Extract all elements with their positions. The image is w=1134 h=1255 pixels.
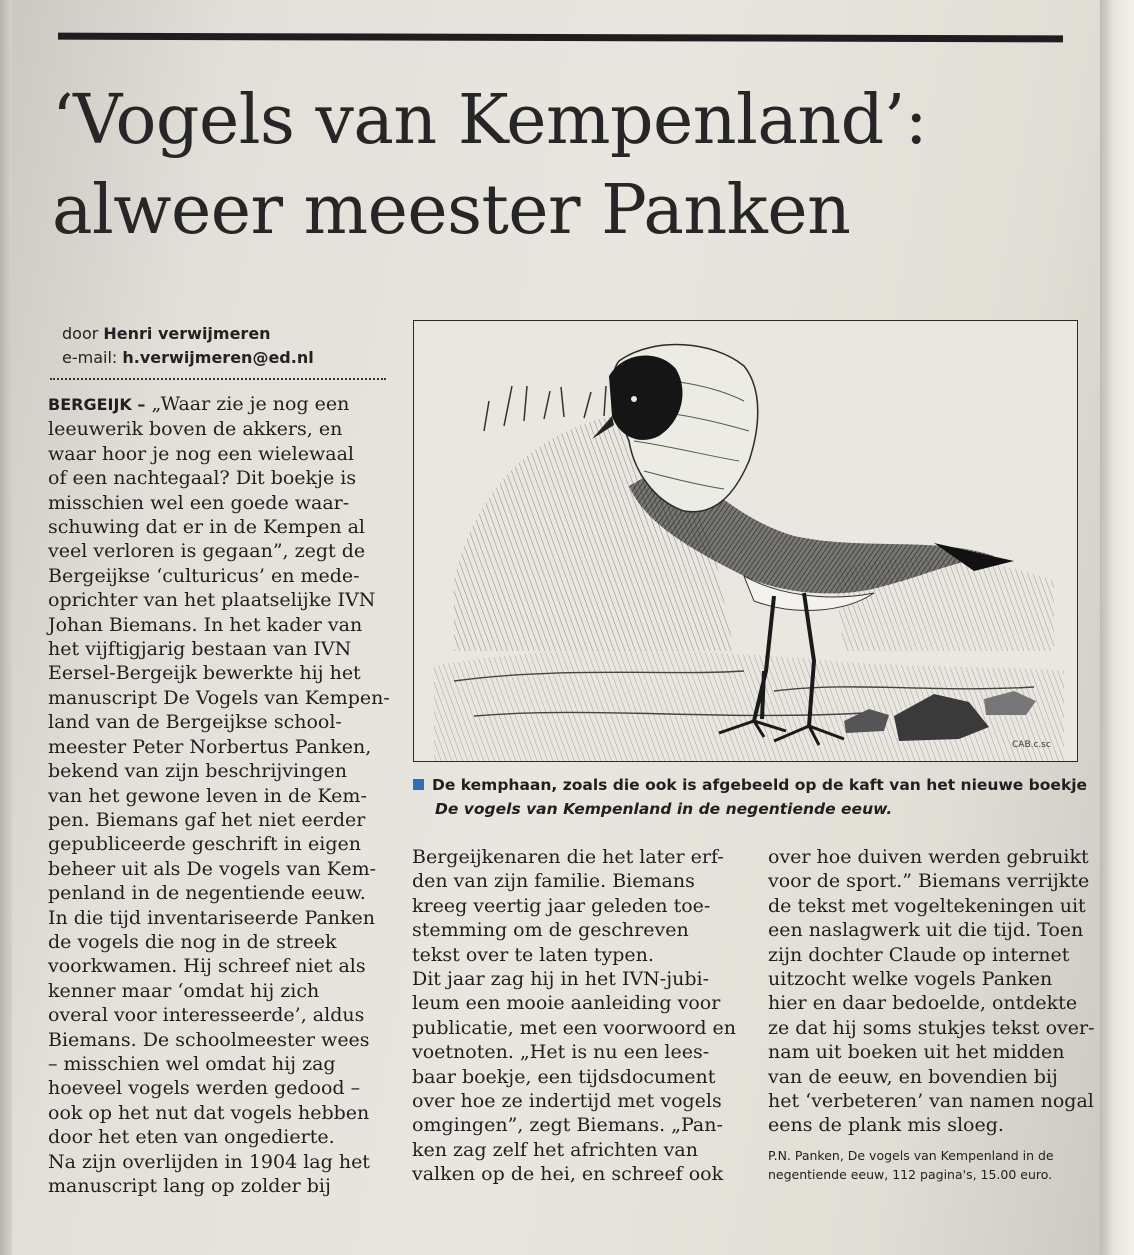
article-line: overal voor interesseerde’, aldus: [48, 1004, 365, 1027]
article-column-1: [48, 392, 390, 1198]
article-line: Johan Biemans. In het kader van: [48, 613, 363, 636]
byline-author-row: [62, 322, 314, 346]
article-line: misschien wel een goede waar-: [48, 491, 350, 514]
article-line: veel verloren is gegaan”, zegt de: [48, 540, 366, 563]
caption-text: De kemphaan, zoals die ook is afgebeeld op de kaft van het nieuwe boekje: [432, 776, 1088, 794]
credit-line-1: P.N. Panken, De vogels van Kempenland in de: [768, 1147, 1054, 1163]
paper-shadow-left: [0, 0, 12, 1255]
article-line: eens de plank mis sloeg.: [768, 1114, 1004, 1137]
article-line: van het gewone leven in de Kem-: [48, 784, 367, 807]
article-line: bekend van zijn beschrijvingen: [48, 760, 347, 783]
article-line: beheer uit als De vogels van Kem-: [48, 857, 377, 880]
article-line: de tekst met vogeltekeningen uit: [768, 894, 1086, 917]
article-line: omgingen”, zegt Biemans. „Pan-: [412, 1114, 723, 1137]
article-line: een naslagwerk uit die tijd. Toen: [768, 919, 1084, 942]
article-line: kreeg veertig jaar geleden toe-: [412, 894, 711, 917]
paper-edge-right: [1100, 0, 1134, 1255]
article-line: baar boekje, een tijdsdocument: [412, 1065, 716, 1088]
book-credit: [768, 1146, 1103, 1184]
article-line: pen. Biemans gaf het niet eerder: [48, 808, 366, 831]
article-line: voetnoten. „Het is nu een lees-: [412, 1041, 710, 1064]
caption-line-1: [413, 773, 1113, 797]
article-line: voorkwamen. Hij schreef niet als: [48, 955, 366, 978]
bird-engraving-icon: [414, 321, 1077, 761]
byline-email-prefix: e-mail:: [62, 348, 118, 367]
article-line: het ‘verbeteren’ van namen nogal: [768, 1090, 1094, 1113]
article-line: – misschien wel omdat hij zag: [48, 1052, 336, 1075]
article-line: leum een mooie aanleiding voor: [412, 992, 721, 1015]
article-line: of een nachtegaal? Dit boekje is: [48, 467, 357, 490]
article-line: gepubliceerde geschrift in eigen: [48, 833, 361, 856]
headline: [52, 76, 1102, 256]
article-line: stemming om de geschreven: [412, 919, 689, 942]
figure-caption: [413, 773, 1113, 821]
article-line: van de eeuw, en bovendien bij: [768, 1065, 1058, 1088]
dotted-divider: [50, 378, 386, 380]
article-line: den van zijn familie. Biemans: [412, 870, 695, 893]
article-text: „Waar zie je nog een: [151, 393, 350, 415]
article-line: [48, 392, 384, 417]
article-column-3: [768, 845, 1103, 1184]
engraver-signature: CAB.c.sc: [1012, 740, 1051, 750]
article-line: Bergeijkse ‘culturicus’ en mede-: [48, 564, 360, 587]
article-line: penland in de negentiende eeuw.: [48, 882, 366, 905]
article-line: zijn dochter Claude op internet: [768, 943, 1070, 966]
headline-line-2: alweer meester Panken: [52, 171, 851, 250]
caption-line-2: De vogels van Kempenland in de negentiende eeuw.: [435, 800, 893, 818]
article-line: het vijftigjarig bestaan van IVN: [48, 638, 352, 661]
top-rule: [58, 33, 1063, 43]
article-line: uitzocht welke vogels Panken: [768, 968, 1053, 991]
article-line: land van de Bergeijkse school-: [48, 711, 342, 734]
article-line: publicatie, met een voorwoord en: [412, 1016, 737, 1039]
credit-line-2: negentiende eeuw, 112 pagina's, 15.00 euro.: [768, 1166, 1053, 1182]
byline-author: Henri verwijmeren: [103, 324, 271, 343]
article-line: manuscript lang op zolder bij: [48, 1175, 331, 1197]
kemphaan-illustration: [413, 320, 1078, 762]
article-line: In die tijd inventariseerde Panken: [48, 906, 376, 929]
article-line: ook op het nut dat vogels hebben: [48, 1101, 370, 1124]
article-line: Na zijn overlijden in 1904 lag het: [48, 1150, 370, 1173]
article-line: ken zag zelf het africhten van: [412, 1138, 698, 1161]
article-line: kenner maar ‘omdat hij zich: [48, 979, 320, 1002]
caption-marker-icon: [413, 779, 424, 790]
article-line: Biemans. De schoolmeester wees: [48, 1028, 370, 1051]
byline-email[interactable]: h.verwijmeren@ed.nl: [122, 348, 314, 367]
byline: [62, 322, 314, 370]
article-line: valken op de hei, en schreef ook: [412, 1163, 724, 1186]
article-line: hier en daar bedoelde, ontdekte: [768, 992, 1078, 1015]
article-line: nam uit boeken uit het midden: [768, 1041, 1065, 1064]
article-line: ze dat hij soms stukjes tekst over-: [768, 1016, 1095, 1039]
article-line: waar hoor je nog een wielewaal: [48, 442, 354, 465]
article-line: voor de sport.” Biemans verrijkte: [768, 870, 1090, 893]
byline-prefix: door: [62, 324, 99, 343]
article-line: leeuwerik boven de akkers, en: [48, 418, 343, 441]
article-line: Eersel-Bergeijk bewerkte hij het: [48, 662, 361, 685]
article-line: Dit jaar zag hij in het IVN-jubi-: [412, 968, 710, 991]
article-column-2: [412, 845, 742, 1187]
dateline: BERGEIJK –: [48, 395, 146, 414]
headline-line-1: ‘Vogels van Kempenland’:: [52, 81, 928, 160]
article-line: oprichter van het plaatselijke IVN: [48, 589, 376, 612]
article-line: schuwing dat er in de Kempen al: [48, 516, 366, 539]
article-line: tekst over te laten typen.: [412, 943, 654, 966]
article-line: manuscript De Vogels van Kempen-: [48, 686, 390, 709]
article-line: over hoe duiven werden gebruikt: [768, 846, 1089, 868]
article-line: door het eten van ongedierte.: [48, 1126, 335, 1149]
article-line: Bergeijkenaren die het later erf-: [412, 846, 724, 868]
byline-email-row: [62, 346, 314, 370]
article-line: de vogels die nog in de streek: [48, 930, 337, 953]
article-line: over hoe ze indertijd met vogels: [412, 1090, 722, 1113]
article-line: hoeveel vogels werden gedood –: [48, 1077, 361, 1100]
article-line: meester Peter Norbertus Panken,: [48, 735, 372, 758]
